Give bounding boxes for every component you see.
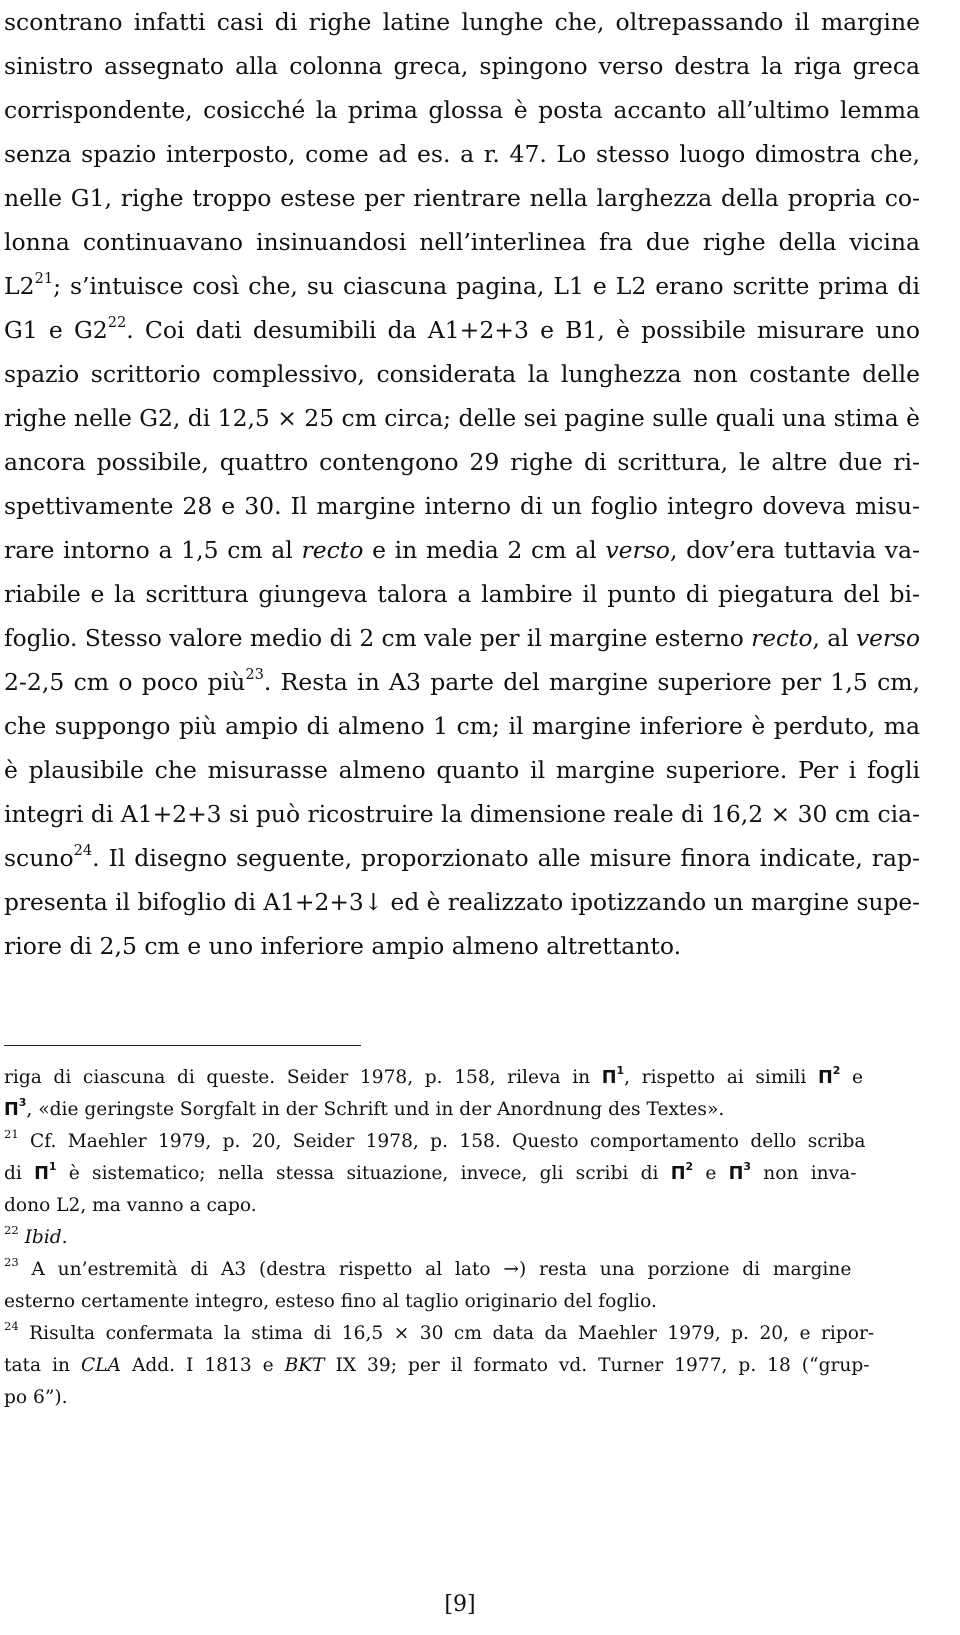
footnote-number: 23	[4, 1255, 19, 1270]
body-line: spazio scrittorio complessivo, considerata la lunghezza non costante delle	[4, 360, 920, 388]
footnote-22: $^{22}$ Ibid.	[4, 1223, 68, 1248]
footnote-24-line: tata in CLA Add. I 1813 e BKT IX 39; per il formato vd. Turner 1977, p. 18 (“grup-	[4, 1355, 870, 1376]
footnote-continuation-line: $\Pi^3$, «die geringste Sorgfalt in der Schrift und in der Anordnung des Textes».	[4, 1096, 725, 1120]
body-line: integri di A1+2+3 si può ricostruire la dimensione reale di 16,2 × 30 cm cia-	[4, 800, 920, 828]
text-run: . Il disegno seguente, proporzionato alle misure finora indicate, rap-	[92, 844, 920, 872]
text-run: , al	[812, 624, 856, 652]
page-number: [9]	[444, 1592, 476, 1617]
text-run: , dov’era tuttavia va-	[669, 536, 920, 564]
body-line: lonna continuavano insinuandosi nell’interlinea fra due righe della vicina	[4, 228, 920, 256]
text-run: verso	[855, 624, 920, 652]
footnote-number: 24	[4, 1319, 19, 1334]
body-line: riore di 2,5 cm e uno inferiore ampio almeno altrettanto.	[4, 932, 682, 960]
body-line: è plausibile che misurasse almeno quanto il margine superiore. Per i fogli	[4, 756, 920, 784]
pi-symbol: $\Pi^2$	[670, 1160, 694, 1184]
body-line	[4, 616, 920, 660]
footnote-ref: 22	[107, 314, 127, 331]
footnote-ref: 24	[73, 842, 93, 859]
pi-symbol: $\Pi^1$	[601, 1064, 625, 1088]
text-run: . Coi dati desumibili da A1+2+3 e B1, è possibile misurare uno	[126, 316, 920, 344]
body-line	[4, 836, 920, 880]
text-run: verso	[605, 536, 670, 564]
footnote-24-line: po 6”).	[4, 1387, 68, 1408]
body-line: scontrano infatti casi di righe latine lunghe che, oltrepassando il margine	[4, 8, 920, 36]
body-line: sinistro assegnato alla colonna greca, spingono verso destra la riga greca	[4, 52, 920, 80]
footnote-separator	[4, 1045, 361, 1046]
footnote-number: 22	[4, 1223, 19, 1238]
body-line: ancora possibile, quattro contengono 29 righe di scrittura, le altre due ri-	[4, 448, 920, 476]
text-run: e in media 2 cm al	[363, 536, 606, 564]
body-line: riabile e la scrittura giungeva talora a lambire il punto di piegatura del bi-	[4, 580, 920, 608]
pi-symbol: $\Pi^3$	[728, 1160, 752, 1184]
body-line: righe nelle G2, di 12,5 × 25 cm circa; delle sei pagine sulle quali una stima è	[4, 404, 920, 432]
text-run: . Resta in A3 parte del margine superiore per 1,5 cm,	[263, 668, 921, 696]
footnote-24: $^{24}$ Risulta confermata la stima di 16,5 × 30 cm data da Maehler 1979, p. 20, e ripor-	[4, 1319, 875, 1344]
pi-symbol: $\Pi^3$	[4, 1096, 27, 1120]
footnote-number: 21	[4, 1127, 19, 1142]
footnote-ref: 21	[34, 270, 54, 287]
body-line: che suppongo più ampio di almeno 1 cm; il margine inferiore è perduto, ma	[4, 712, 920, 740]
footnote-21: $^{21}$ Cf. Maehler 1979, p. 20, Seider 1978, p. 158. Questo comportamento dello scriba	[4, 1127, 866, 1152]
footnote-21-line: dono L2, ma vanno a capo.	[4, 1195, 257, 1216]
body-line	[4, 660, 920, 704]
text-run: recto	[751, 624, 813, 652]
text-run: scuno	[4, 844, 74, 872]
footnote-23: $^{23}$ A un’estremità di A3 (destra rispetto al lato →) resta una porzione di margine	[4, 1255, 852, 1280]
body-line: nelle G1, righe troppo estese per rientrare nella larghezza della propria co-	[4, 184, 920, 212]
footnote-continuation-line: riga di ciascuna di queste. Seider 1978, p. 158, rileva in $\Pi^1$, rispetto ai simili $\Pi^2$ e	[4, 1064, 863, 1088]
body-line	[4, 528, 920, 572]
body-line: presenta il bifoglio di A1+2+3↓ ed è realizzato ipotizzando un margine supe-	[4, 888, 920, 916]
body-line	[4, 264, 920, 308]
body-line: spettivamente 28 e 30. Il margine interno di un foglio integro doveva misu-	[4, 492, 920, 520]
footnote-21-line: di $\Pi^1$ è sistematico; nella stessa situazione, invece, gli scribi di $\Pi^2$ e $\Pi^3$ non inva-	[4, 1160, 857, 1184]
pi-symbol: $\Pi^2$	[817, 1064, 841, 1088]
text-run: G1 e G2	[4, 316, 108, 344]
body-line: senza spazio interposto, come ad es. a r. 47. Lo stesso luogo dimostra che,	[4, 140, 920, 168]
footnote-ref: 23	[245, 666, 264, 683]
body-line: corrispondente, cosicché la prima glossa è posta accanto all’ultimo lemma	[4, 96, 920, 124]
text-run: 2-2,5 cm o poco più	[4, 668, 246, 696]
text-run: foglio. Stesso valore medio di 2 cm vale per il margine esterno	[4, 624, 752, 652]
text-run: L2	[4, 272, 35, 300]
text-run: ; s’intuisce così che, su ciascuna pagina, L1 e L2 erano scritte prima di	[53, 272, 920, 300]
body-line	[4, 308, 920, 352]
text-run: rare intorno a 1,5 cm al	[4, 536, 302, 564]
pi-symbol: $\Pi^1$	[34, 1160, 57, 1184]
text-run: recto	[301, 536, 364, 564]
footnote-23-line: esterno certamente integro, esteso fino al taglio originario del foglio.	[4, 1291, 657, 1312]
